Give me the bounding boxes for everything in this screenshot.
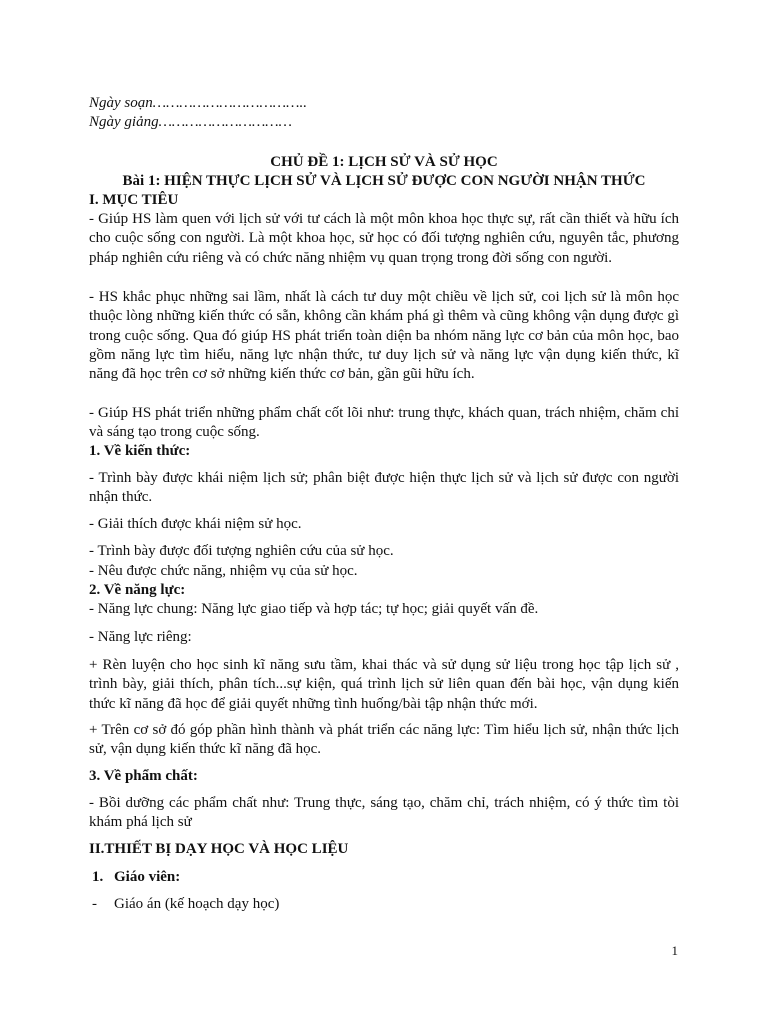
section-heading-thiet-bi: II.THIẾT BỊ DẠY HỌC VÀ HỌC LIỆU (89, 841, 349, 857)
list-item-giao-an (89, 895, 279, 914)
list-label-giao-vien: Giáo viên: (114, 869, 181, 885)
lesson-title: Bài 1: HIỆN THỰC LỊCH SỬ VÀ LỊCH SỬ ĐƯỢC CON NGƯỜI NHẬN THỨC (122, 173, 646, 189)
kien-thuc-item-1: - Trình bày được khái niệm lịch sử; phân biệt được hiện thực lịch sử và lịch sử được con người nhận thức. (89, 470, 679, 506)
nang-luc-plus-2: + Trên cơ sở đó góp phần hình thành và phát triển các năng lực: Tìm hiểu lịch sử, nhận thức lịch sử, vận dụng kiến thức kĩ năng đã học. (89, 722, 679, 758)
page-number: 1 (671, 943, 678, 958)
section-heading-muc-tieu: I. MỤC TIÊU (89, 192, 179, 208)
heading-nang-luc: 2. Về năng lực: (89, 582, 186, 598)
nang-luc-plus-1: + Rèn luyện cho học sinh kĩ năng sưu tầm, khai thác và sử dụng sử liệu trong học tập lịch sử , trình bày, giải thích, phân tích...sự kiện, quá trình lịch sử liên quan đến bài học, vận dụng kiến thức kĩ năng đã học để giải quyết những tình huống/bài tập nhận thức mới. (89, 657, 679, 712)
kien-thuc-item-3: - Trình bày được đối tượng nghiên cứu của sử học. (89, 543, 394, 559)
nang-luc-rieng: - Năng lực riêng: (89, 629, 192, 645)
topic-title: CHỦ ĐỀ 1: LỊCH SỬ VÀ SỬ HỌC (270, 154, 498, 170)
kien-thuc-item-2: - Giải thích được khái niệm sử học. (89, 516, 302, 532)
heading-kien-thuc: 1. Về kiến thức: (89, 443, 191, 459)
objective-paragraph-3: - Giúp HS phát triển những phẩm chất cốt lõi như: trung thực, khách quan, trách nhiệm, chăm chỉ và sáng tạo trong cuộc sống. (89, 405, 679, 441)
ngay-giang: Ngày giảng………………………… (89, 114, 292, 130)
objective-paragraph-1: - Giúp HS làm quen với lịch sử với tư cách là một môn khoa học thực sự, rất cần thiết và hữu ích cho cuộc sống con người. Là một khoa học, sử học có đối tượng nghiên cứu, nguyên tắc, phương pháp nghiên cứu riêng và có chức năng nhiệm vụ quan trọng trong đời sống con người. (89, 211, 679, 266)
nang-luc-chung: - Năng lực chung: Năng lực giao tiếp và hợp tác; tự học; giải quyết vấn đề. (89, 601, 539, 617)
list-number: 1. (92, 869, 104, 885)
kien-thuc-item-4: - Nêu được chức năng, nhiệm vụ của sử học. (89, 563, 358, 579)
list-label-giao-an: Giáo án (kế hoạch dạy học) (114, 896, 280, 912)
list-item-giao-vien (89, 868, 180, 887)
heading-pham-chat: 3. Về phẩm chất: (89, 768, 198, 784)
pham-chat-text: - Bồi dưỡng các phẩm chất như: Trung thực, sáng tạo, chăm chỉ, trách nhiệm, có ý thức tìm tòi khám phá lịch sử (89, 795, 679, 831)
ngay-soan: Ngày soạn…………………………….. (89, 95, 307, 111)
objective-paragraph-2: - HS khắc phục những sai lầm, nhất là cách tư duy một chiều về lịch sử, coi lịch sử là môn học thuộc lòng những kiến thức có sẵn, không cần khám phá gì thêm và cũng không vận dụng được gì trong cuộc sống. Qua đó giúp HS phát triển toàn diện ba nhóm năng lực cơ bản của môn học, bao gồm năng lực tìm hiểu, năng lực nhận thức, tư duy lịch sử và năng lực vận dụng kiến thức, kĩ năng đã học trên cơ sở những kiến thức cơ bản, gần gũi hữu ích. (89, 289, 679, 383)
list-dash: - (92, 896, 97, 912)
